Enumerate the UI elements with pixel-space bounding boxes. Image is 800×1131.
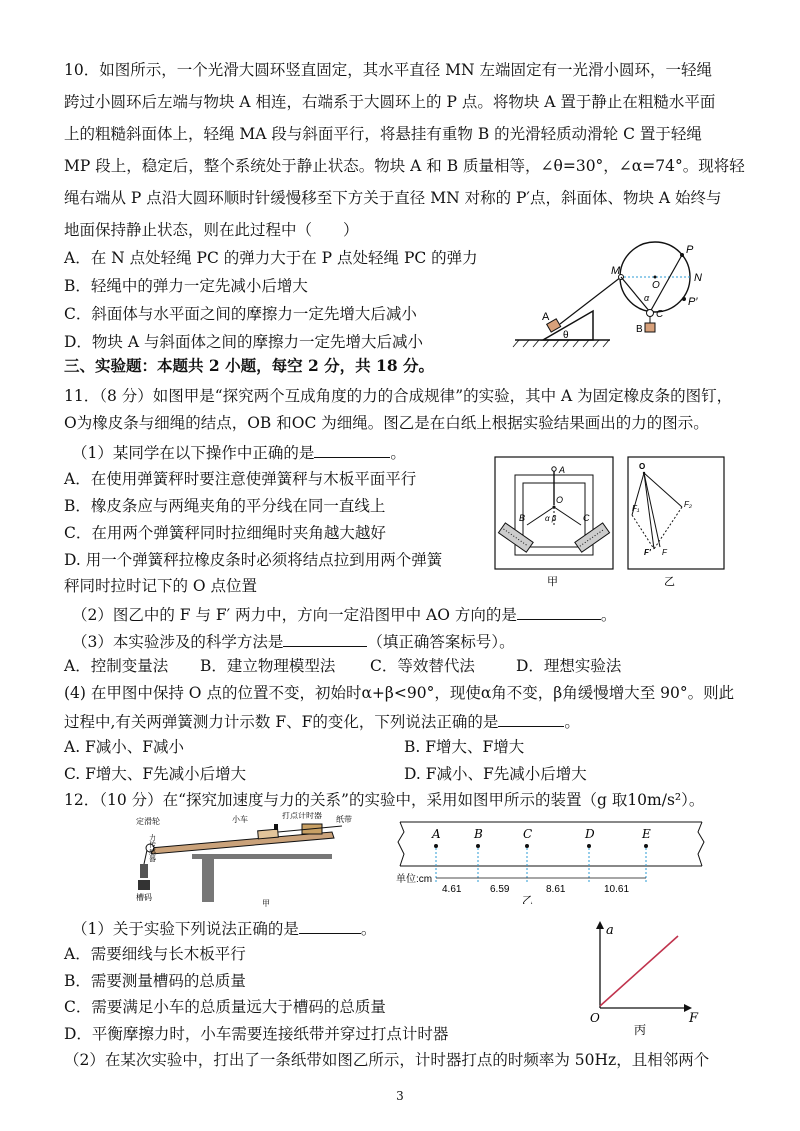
- q11-p1-option-b: B．橡皮条应与两绳夹角的平分线在同一直线上: [64, 497, 386, 515]
- q10-option-c: C．斜面体与水平面之间的摩擦力一定先增大后减小: [64, 305, 417, 323]
- q11-jia-label-o: O: [556, 495, 564, 505]
- q11-p3-options: [64, 656, 622, 676]
- q11-part-3: （3）本实验涉及的科学方法是 （填正确答案标号）。: [72, 630, 515, 652]
- q11-yi-label-f: F: [662, 548, 667, 557]
- tape-point-b: B: [474, 827, 483, 841]
- q10-option-d: D．物块 A 与斜面体之间的摩擦力一定先增大后减小: [64, 333, 423, 351]
- q10-line-2: 跨过小圆环后左端与物块 A 相连，右端系于大圆环上的 P 点。将物块 A 置于静止在粗糙水平面: [64, 93, 716, 111]
- q12-p1-option-b: B．需要测量槽码的总质量: [64, 972, 246, 990]
- q11-jia-label-c: C: [583, 513, 590, 523]
- q11-p3-option-a: A．控制变量法: [64, 657, 169, 675]
- q10-label-a: A: [542, 311, 550, 323]
- q12-label-pulley: 定滑轮: [136, 817, 160, 826]
- q10-label-pprime: P′: [688, 296, 698, 308]
- graph-caption: 丙: [634, 1023, 647, 1037]
- q10-line-6: 地面保持静止状态，则在此过程中（ ）: [64, 221, 359, 239]
- q11-p4-option-b: B. F增大、F增大: [404, 738, 525, 756]
- tape-point-a: A: [432, 827, 441, 841]
- q12-label-car: 小车: [232, 815, 248, 824]
- q10-label-b: B: [636, 324, 643, 335]
- tape-gap-bc: 6.59: [490, 884, 510, 895]
- q11-intro-2: O为橡皮条与细绳的结点，OB 和OC 为细绳。图乙是在白纸上根据实验结果画出的力的图示。: [64, 414, 709, 432]
- q11-jia-caption: 甲: [547, 575, 558, 588]
- q11-p1-option-d-cont: 秤同时拉时记下的 O 点位置: [64, 577, 258, 595]
- q10-line-4: MP 段上，稳定后，整个系统处于静止状态。物块 A 和 B 质量相等，∠θ=30°，∠α=74°。现将轻: [64, 157, 745, 175]
- q11-p1-option-c: C．在用两个弹簧秤同时拉细绳时夹角越大越好: [64, 524, 386, 542]
- q11-p4-option-d: D. F减小、F先减小后增大: [404, 765, 587, 783]
- q11-figure-jia: [493, 455, 615, 590]
- q12-jia-caption: 甲: [262, 899, 270, 908]
- q12-p1-option-d: D．平衡摩擦力时，小车需要连接纸带并穿过打点计时器: [64, 1025, 449, 1043]
- tape-gap-cd: 8.61: [546, 884, 566, 895]
- page-number: 3: [396, 1089, 404, 1103]
- q12-part-1: （1）关于实验下列说法正确的是 。: [72, 917, 376, 939]
- tape-unit: 单位:cm: [396, 874, 433, 885]
- graph-origin: O: [590, 1011, 600, 1025]
- q12-part-2: （2）在某次实验中，打出了一条纸带如图乙所示，计时器打点的时频率为 50Hz，且相邻两个: [64, 1051, 710, 1069]
- q12-p1-option-c: C．需要满足小车的总质量远大于槽码的总质量: [64, 998, 386, 1016]
- q11-p4-option-a: A. F减小、F减小: [64, 738, 185, 756]
- q11-yi-label-f1: F₁: [632, 504, 640, 513]
- q11-yi-label-f2: F₂: [684, 500, 692, 509]
- tape-point-d: D: [585, 827, 595, 841]
- q12-label-timer: 打点计时器: [282, 812, 322, 820]
- tape-gap-de: 10.61: [604, 884, 630, 895]
- q10-label-p: P: [686, 244, 694, 256]
- q10-label-alpha: α: [644, 293, 650, 303]
- tape-point-e: E: [642, 827, 651, 841]
- tape-gap-ab: 4.61: [442, 884, 462, 895]
- q11-part-2: （2）图乙中的 F 与 F′ 两力中，方向一定沿图甲中 AO 方向的是 。: [72, 603, 616, 625]
- q11-p3-option-c: C．等效替代法: [370, 657, 475, 675]
- q10-line-1: 10．如图所示，一个光滑大圆环竖直固定，其水平直径 MN 左端固定有一光滑小圆环，一轻绳: [64, 61, 713, 79]
- q12-label-tape: 纸带: [336, 815, 352, 824]
- graph-x-label: F: [689, 1011, 699, 1026]
- q10-option-a: A．在 N 点处轻绳 PC 的弹力大于在 P 点处轻绳 PC 的弹力: [64, 249, 478, 267]
- q11-part-4-line-2: 过程中,有关两弹簧测力计示数 F、F的变化，下列说法正确的是 。: [64, 710, 580, 732]
- q10-label-c: C: [656, 309, 664, 320]
- q11-part-1: （1）某同学在以下操作中正确的是 。: [72, 441, 406, 463]
- q10-line-5: 绳右端从 P 点沿大圆环顺时针缓慢移至下方关于直径 MN 对称的 P′点，斜面体、物块 A 始终与: [64, 189, 722, 207]
- a-f-line: [600, 936, 678, 1006]
- q11-jia-label-b: B: [519, 513, 526, 523]
- q10-option-b: B．轻绳中的弹力一定先减小后增大: [64, 277, 308, 295]
- q10-line-3: 上的粗糙斜面体上，轻绳 MA 段与斜面平行，将悬挂有重物 B 的光滑轻质动滑轮 C 置于轻绳: [64, 125, 702, 143]
- q12-intro: 12．（10 分）在“探究加速度与力的关系”的实验中，采用如图甲所示的装置（g 取10m/s²）。: [64, 791, 705, 809]
- q11-p3-option-b: B．建立物理模型法: [200, 657, 336, 675]
- q11-jia-label-a: A: [559, 465, 566, 475]
- q11-figure-yi: [626, 455, 726, 590]
- q11-p4-option-c: C. F增大、F先减小后增大: [64, 765, 247, 783]
- q11-p3-option-d: D．理想实验法: [516, 657, 622, 675]
- q12-p1-option-a: A．需要细线与长木板平行: [64, 945, 246, 963]
- q12-graph-bing: [586, 918, 706, 1038]
- q11-intro-1: 11．（8 分）如图甲是“探究两个互成角度的力的合成规律”的实验，其中 A 为固定橡皮条的图钉，: [64, 387, 733, 405]
- q12-label-sensor: 力传感器: [148, 834, 156, 862]
- q12-label-weights: 槽码: [136, 893, 152, 902]
- tape-caption: 乙: [522, 894, 533, 904]
- q12-figure-jia: [132, 812, 364, 908]
- q10-figure: [505, 235, 725, 350]
- q10-label-n: N: [694, 272, 702, 284]
- tape-point-c: C: [523, 827, 533, 841]
- q11-p1-option-d: D. 用一个弹簧秤拉橡皮条时必须将结点拉到用两个弹簧: [64, 551, 443, 569]
- q10-label-o: O: [652, 280, 660, 291]
- q11-part-4-line-1: (4) 在甲图中保持 O 点的位置不变，初始时α+β<90°，现使α角不变，β角缓慢增大至 90°。则此: [64, 684, 735, 702]
- graph-y-label: a: [606, 923, 614, 938]
- section-3-heading: 三、实验题：本题共 2 小题，每空 2 分，共 18 分。: [64, 356, 435, 375]
- q10-label-theta: θ: [563, 330, 569, 341]
- q12-tape-yi: [396, 818, 708, 904]
- q11-yi-label-fprime: F′: [644, 548, 651, 557]
- q10-label-m: M: [611, 265, 621, 277]
- q11-yi-caption: 乙: [664, 575, 675, 588]
- q11-jia-label-alpha-beta: α β: [545, 514, 557, 523]
- q11-yi-label-o: O: [639, 462, 646, 471]
- q11-p1-option-a: A．在使用弹簧秤时要注意使弹簧秤与木板平面平行: [64, 470, 417, 488]
